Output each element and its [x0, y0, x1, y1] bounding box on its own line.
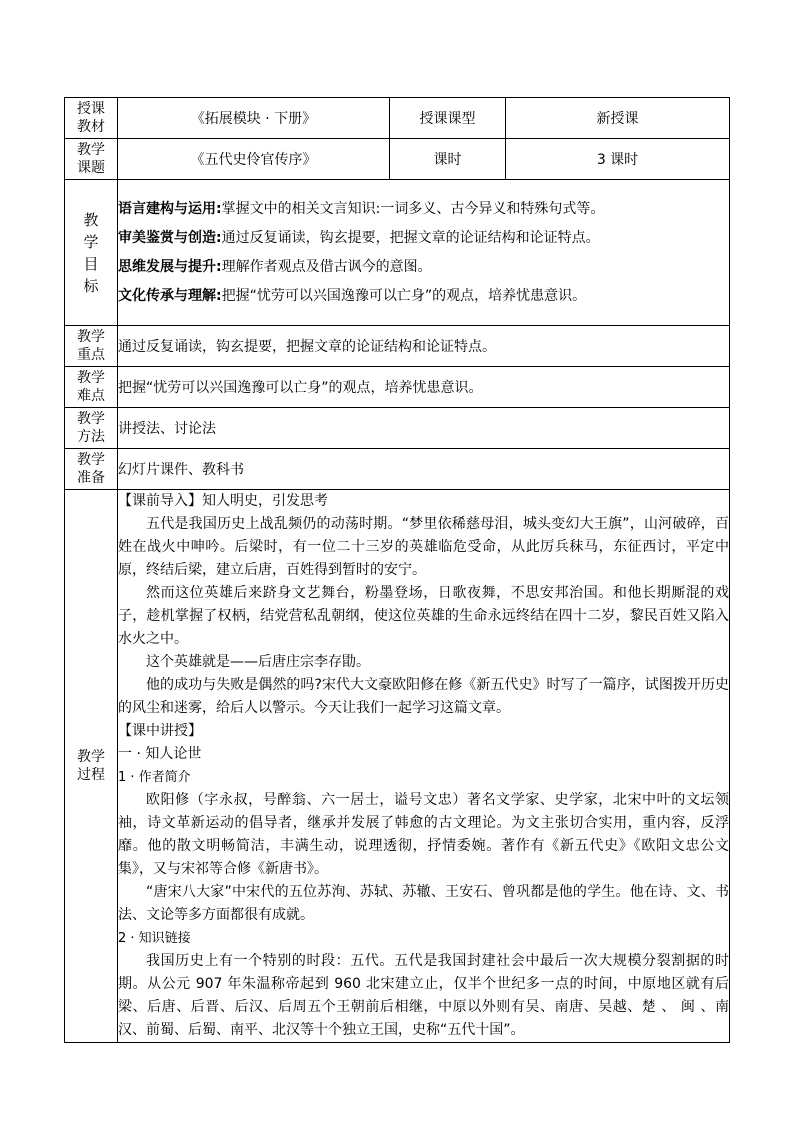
paragraph: 然而这位英雄后来跻身文艺舞台，粉墨登场，日歌夜舞，不思安邦治国。和他长期厮混的戏子，趁机掌握了权柄，结党营私乱朝纲，使这位英雄的生命永远终结在四十二岁，黎民百姓又陷入水火之中。 — [118, 585, 729, 647]
row-goals — [65, 180, 730, 326]
lesson-type-label: 授课课型 — [390, 98, 506, 139]
subsection-heading: 2 · 知识链接 — [118, 931, 191, 946]
row-methods — [65, 408, 730, 449]
row-topic — [65, 139, 730, 180]
row-difficulties — [65, 367, 730, 408]
material-label: 授课 教材 — [65, 98, 118, 139]
lesson-type-value: 新授课 — [506, 98, 730, 139]
goal-item: 文化传承与理解:把握“忧劳可以兴国逸豫可以亡身”的观点，培养忧患意识。 — [118, 287, 587, 304]
paragraph: 这个英雄就是——后唐庄宗李存勖。 — [146, 654, 370, 670]
row-prep — [65, 449, 730, 490]
intro-heading: 【课前导入】知人明史，引发思考 — [118, 493, 328, 509]
paragraph: 五代是我国历史上战乱频仍的动荡时期。“梦里依稀慈母泪，城头变幻大王旗”，山河破碎，百姓在战火中呻吟。后梁时，有一位二十三岁的英雄临危受命，从此厉兵秣马，东征西讨，平定中原，终结后梁，建立后唐，百姓得到暂时的安宁。 — [118, 516, 729, 578]
paragraph: “唐宋八大家”中宋代的五位苏洵、苏轼、苏辙、王安石、曾巩都是他的学生。他在诗、文、书法、文论等多方面都很有成就。 — [118, 884, 729, 923]
hours-label: 课时 — [390, 139, 506, 180]
key-points-text: 通过反复诵读，钩玄提要，把握文章的论证结构和论证特点。 — [118, 326, 730, 367]
paragraph: 我国历史上有一个特别的时段：五代。五代是我国封建社会中最后一次大规模分裂割据的时期。从公元 907 年朱温称帝起到 960 北宋建立止，仅半个世纪多一点的时间，中原地区就有后梁、后唐、后晋、后汉、后周五个王朝前后相继，中原以外则有吴、南唐、吴越、楚 、 闽 、南汉、前蜀、后蜀、南平、北汉等十个独立王国，史称“五代十国”。 — [118, 953, 729, 1038]
lecture-heading: 【课中讲授】 — [118, 723, 202, 739]
goal-item: 语言建构与运用:掌握文中的相关文言知识:一词多义、古今异义和特殊句式等。 — [118, 200, 605, 217]
hours-value: 3 课时 — [506, 139, 730, 180]
section-heading: 一 · 知人论世 — [118, 746, 202, 762]
subsection-heading: 1 · 作者简介 — [118, 770, 191, 785]
difficulties-text: 把握“忧劳可以兴国逸豫可以亡身”的观点，培养忧患意识。 — [118, 367, 730, 408]
key-points-label: 教学 重点 — [65, 326, 118, 367]
process-content — [118, 490, 730, 1043]
topic-value: 《五代史伶官传序》 — [118, 139, 390, 180]
lesson-plan-table — [64, 97, 730, 1043]
goals-label: 教 学 目 标 — [65, 180, 118, 326]
goals-content — [118, 180, 730, 326]
row-key-points — [65, 326, 730, 367]
difficulties-label: 教学 难点 — [65, 367, 118, 408]
paragraph: 他的成功与失败是偶然的吗?宋代大文豪欧阳修在修《新五代史》时写了一篇序，试图拨开历史的风尘和迷雾，给后人以警示。今天让我们一起学习这篇文章。 — [118, 677, 729, 716]
goal-item: 思维发展与提升:理解作者观点及借古讽今的意图。 — [118, 258, 432, 275]
goal-item: 审美鉴赏与创造:通过反复诵读，钩玄提要，把握文章的论证结构和论证特点。 — [118, 229, 600, 246]
prep-text: 幻灯片课件、教科书 — [118, 449, 730, 490]
topic-label: 教学 课题 — [65, 139, 118, 180]
row-process — [65, 490, 730, 1043]
paragraph: 欧阳修（字永叔，号醉翁、六一居士，谥号文忠）著名文学家、史学家，北宋中叶的文坛领袖，诗文革新运动的倡导者，继承并发展了韩愈的古文理论。为文主张切合实用，重内容，反浮靡。他的散文明畅简洁，丰满生动，说理透彻，抒情委婉。著作有《新五代史》《欧阳文忠公文集》，又与宋祁等合修《新唐书》。 — [118, 792, 729, 877]
material-value: 《拓展模块 · 下册》 — [118, 98, 390, 139]
process-label: 教学 过程 — [65, 490, 118, 1043]
methods-label: 教学 方法 — [65, 408, 118, 449]
methods-text: 讲授法、讨论法 — [118, 408, 730, 449]
row-material — [65, 98, 730, 139]
prep-label: 教学 准备 — [65, 449, 118, 490]
